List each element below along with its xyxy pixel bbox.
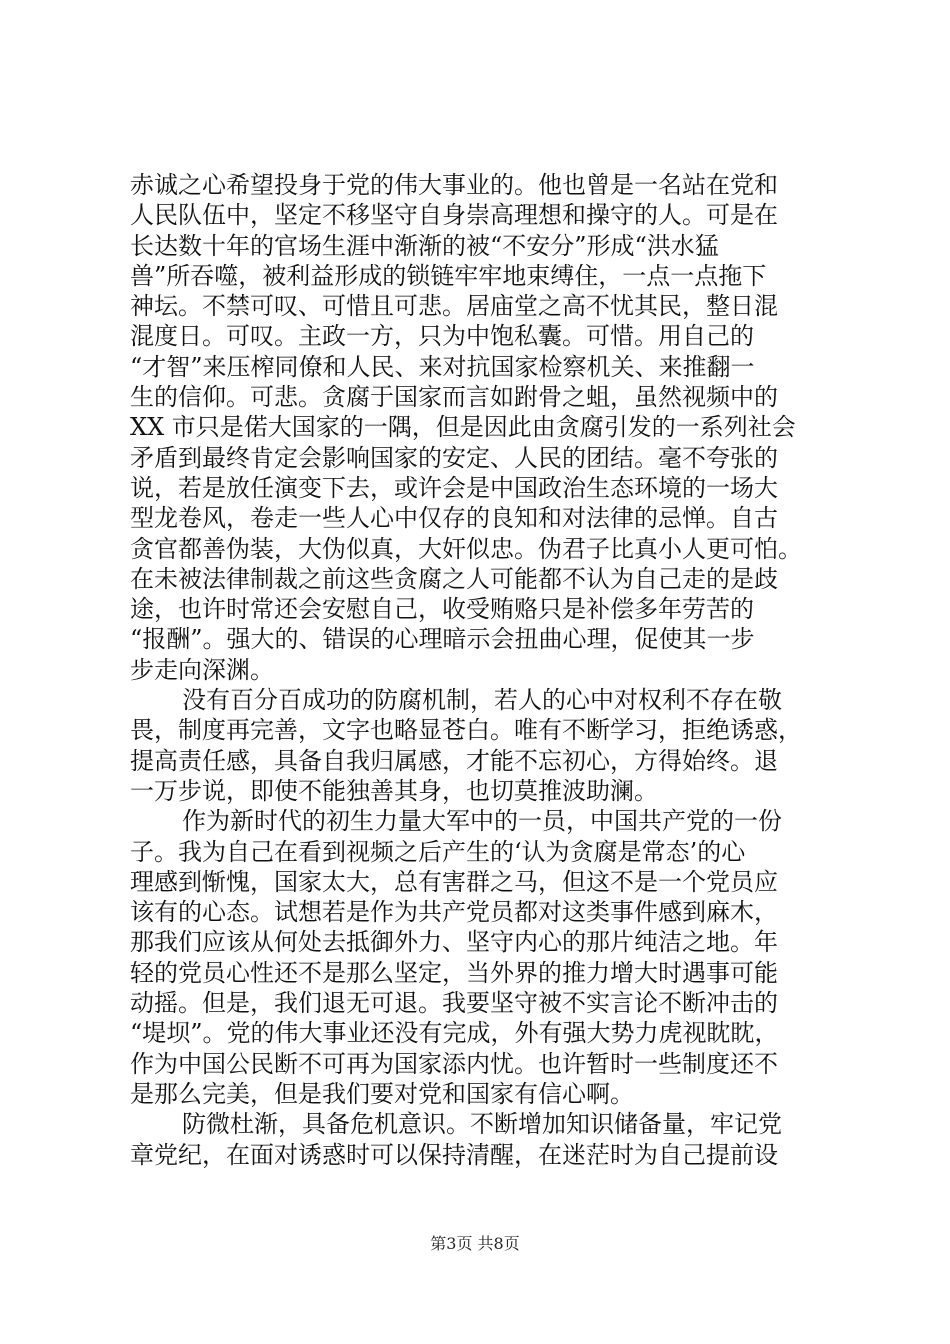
text-line: 贪官都善伪装，大伪似真，大奸似忠。伪君子比真小人更可怕。 (130, 534, 802, 563)
text-line: 提高责任感，具备自我归属感，才能不忘初心，方得始终。退 (130, 746, 778, 775)
text-line: 轻的党员心性还不是那么坚定，当外界的推力增大时遇事可能 (130, 958, 778, 987)
text-line: 矛盾到最终肯定会影响国家的安定、人民的团结。毫不夸张的 (130, 443, 778, 472)
text-line: 在未被法律制裁之前这些贪腐之人可能都不认为自己走的是歧 (130, 564, 778, 593)
text-line: 动摇。但是，我们退无可退。我要坚守被不实言论不断冲击的 (130, 989, 778, 1018)
text-line: 赤诚之心希望投身于党的伟大事业的。他也曾是一名站在党和 (130, 171, 778, 199)
text-line: “报酬”。强大的、错误的心理暗示会扭曲心理，促使其一步 (130, 625, 755, 654)
text-line: 是那么完美，但是我们要对党和国家有信心啊。 (130, 1079, 634, 1108)
document-body (130, 170, 830, 1170)
text-line: 作为中国公民断不可再为国家添内忧。也许暂时一些制度还不 (130, 1049, 778, 1078)
paragraph-first-line: 作为新时代的初生力量大军中的一员，中国共产党的一份 (182, 807, 782, 836)
text-line: XX 市只是偌大国家的一隅，但是因此由贪腐引发的一系列社会 (130, 413, 796, 442)
page-number-label: 第3页 共8页 (430, 1234, 520, 1253)
text-line: 兽”所吞噬，被利益形成的锁链牢牢地束缚住，一点一点拖下 (130, 261, 767, 290)
text-line: 型龙卷风，卷走一些人心中仅存的良知和对法律的忌惮。自古 (130, 504, 778, 533)
page-footer (0, 1233, 950, 1255)
text-line: 畏，制度再完善，文字也略显苍白。唯有不断学习，拒绝诱惑， (130, 716, 802, 745)
text-line: “才智”来压榨同僚和人民、来对抗国家检察机关、来推翻一 (130, 352, 755, 381)
text-line: 人民队伍中，坚定不移坚守自身崇高理想和操守的人。可是在 (130, 201, 778, 230)
text-line: 该有的心态。试想若是作为共产党员都对这类事件感到麻木， (130, 898, 778, 927)
text-line: 步走向深渊。 (130, 655, 274, 684)
text-line: 子。我为自己在看到视频之后产生的‘认为贪腐是常态’的心 (130, 837, 746, 866)
text-line: 途，也许时常还会安慰自己，收受贿赂只是补偿多年劳苦的 (130, 595, 754, 624)
text-line: 理感到惭愧，国家太大，总有害群之马，但这不是一个党员应 (130, 867, 778, 896)
paragraph-first-line: 没有百分百成功的防腐机制，若人的心中对权利不存在敬 (182, 686, 782, 715)
paragraph-first-line: 防微杜渐，具备危机意识。不断增加知识储备量，牢记党 (182, 1110, 782, 1139)
text-line: 说，若是放任演变下去，或许会是中国政治生态环境的一场大 (130, 473, 778, 502)
text-line: 那我们应该从何处去抵御外力、坚守内心的那片纯洁之地。年 (130, 928, 778, 957)
text-line: 长达数十年的官场生涯中渐渐的被“不安分”形成“洪水猛 (130, 231, 719, 260)
text-line: 混度日。可叹。主政一方，只为中饱私囊。可惜。用自己的 (130, 322, 754, 351)
text-line: 神坛。不禁可叹、可惜且可悲。居庙堂之高不忧其民，整日混 (130, 292, 778, 321)
text-line: 生的信仰。可悲。贪腐于国家而言如跗骨之蛆，虽然视频中的 (130, 383, 778, 412)
text-line: “堤坝”。党的伟大事业还没有完成，外有强大势力虎视眈眈， (130, 1019, 779, 1048)
text-line: 一万步说，即使不能独善其身，也切莫推波助澜。 (130, 776, 658, 805)
text-line: 章党纪，在面对诱惑时可以保持清醒，在迷茫时为自己提前设 (130, 1140, 778, 1169)
